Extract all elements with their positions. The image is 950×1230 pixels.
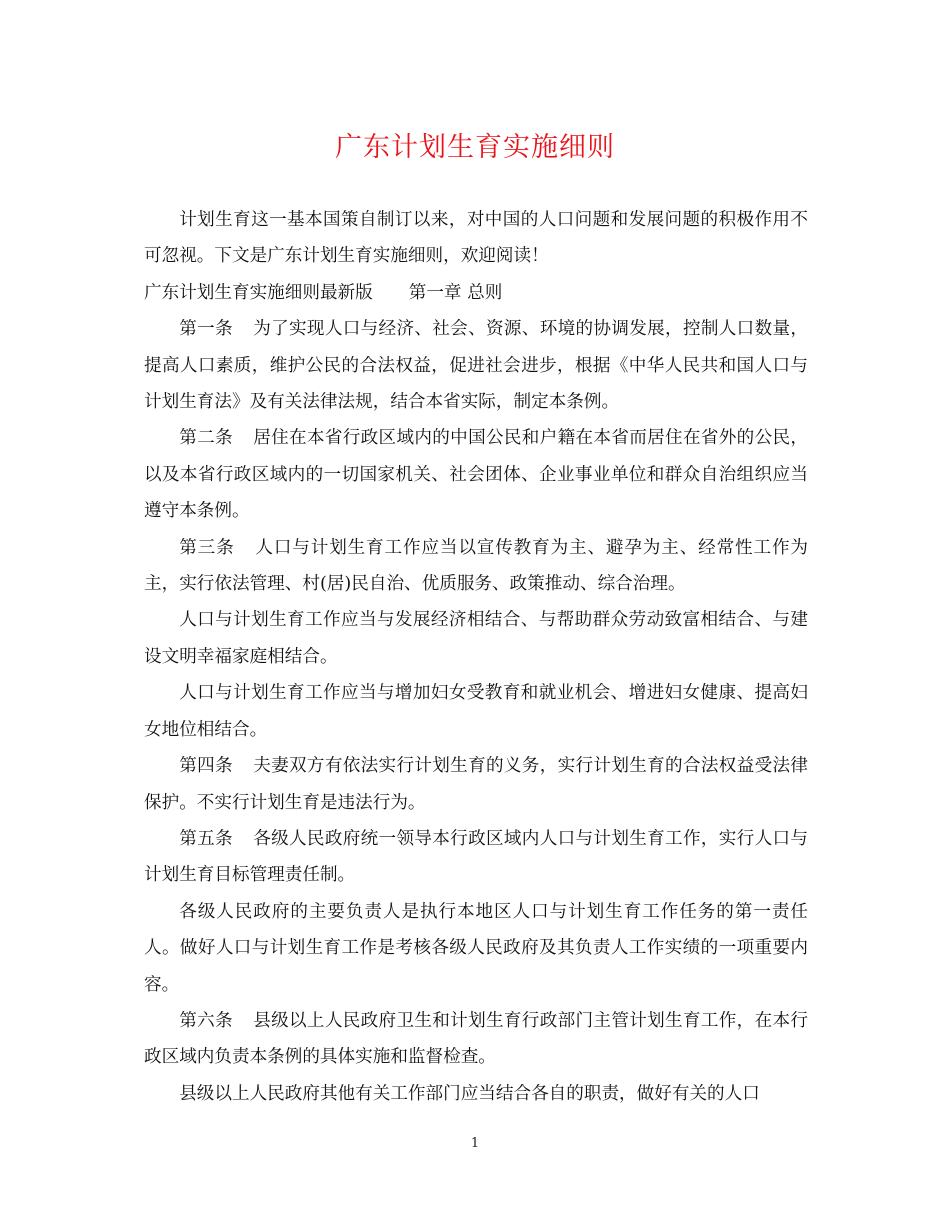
article-label: 第一条 bbox=[179, 319, 233, 340]
document-body bbox=[144, 202, 808, 1112]
article-label: 第五条 bbox=[179, 828, 233, 849]
paragraph: 县级以上人民政府其他有关工作部门应当结合各自的职责，做好有关的人口 bbox=[179, 1083, 760, 1104]
paragraph: 人口与计划生育工作应当与增加妇女受教育和就业机会、增进妇女健康、提高妇女地位相结合。 bbox=[144, 683, 808, 740]
article-label: 第六条 bbox=[179, 1010, 233, 1031]
article-text: 为了实现人口与经济、社会、资源、环境的协调发展，控制人口数量，提高人口素质，维护公民的合法权益，促进社会进步，根据《中华人民共和国人口与计划生育法》及有关法律法规，结合本省实际，制定本条例。 bbox=[144, 319, 808, 413]
chapter-heading: 第一章 总则 bbox=[408, 282, 503, 303]
article-text: 居住在本省行政区域内的中国公民和户籍在本省而居住在省外的公民，以及本省行政区域内的一切国家机关、社会团体、企业事业单位和群众自治组织应当遵守本条例。 bbox=[144, 428, 808, 522]
article-text: 夫妻双方有依法实行计划生育的义务，实行计划生育的合法权益受法律保护。不实行计划生育是违法行为。 bbox=[144, 756, 808, 813]
article-1 bbox=[144, 311, 808, 420]
article-3 bbox=[144, 530, 808, 603]
article-label: 第二条 bbox=[179, 428, 233, 449]
paragraph: 各级人民政府的主要负责人是执行本地区人口与计划生育工作任务的第一责任人。做好人口与计划生育工作是考核各级人民政府及其负责人工作实绩的一项重要内容。 bbox=[144, 901, 808, 995]
article-label: 第四条 bbox=[179, 756, 233, 777]
article-text: 人口与计划生育工作应当以宣传教育为主、避孕为主、经常性工作为主，实行依法管理、村(居)民自治、优质服务、政策推动、综合治理。 bbox=[144, 537, 808, 595]
article-2 bbox=[144, 420, 808, 529]
intro-paragraph: 计划生育这一基本国策自制订以来，对中国的人口问题和发展问题的积极作用不可忽视。下文是广东计划生育实施细则，欢迎阅读！ bbox=[144, 210, 808, 267]
document-title: 广东计划生育实施细则 bbox=[335, 132, 615, 163]
article-text: 各级人民政府统一领导本行政区域内人口与计划生育工作，实行人口与计划生育目标管理责任制。 bbox=[144, 828, 808, 886]
article-5 bbox=[144, 821, 808, 894]
subtitle-line bbox=[144, 275, 808, 311]
page-number: 1 bbox=[470, 1136, 480, 1151]
article-6 bbox=[144, 1003, 808, 1076]
article-label: 第三条 bbox=[179, 537, 235, 558]
article-text: 县级以上人民政府卫生和计划生育行政部门主管计划生育工作，在本行政区域内负责本条例的具体实施和监督检查。 bbox=[144, 1010, 808, 1068]
article-4 bbox=[144, 748, 808, 821]
paragraph: 人口与计划生育工作应当与发展经济相结合、与帮助群众劳动致富相结合、与建设文明幸福家庭相结合。 bbox=[144, 610, 808, 667]
document-subtitle: 广东计划生育实施细则最新版 bbox=[144, 282, 373, 303]
